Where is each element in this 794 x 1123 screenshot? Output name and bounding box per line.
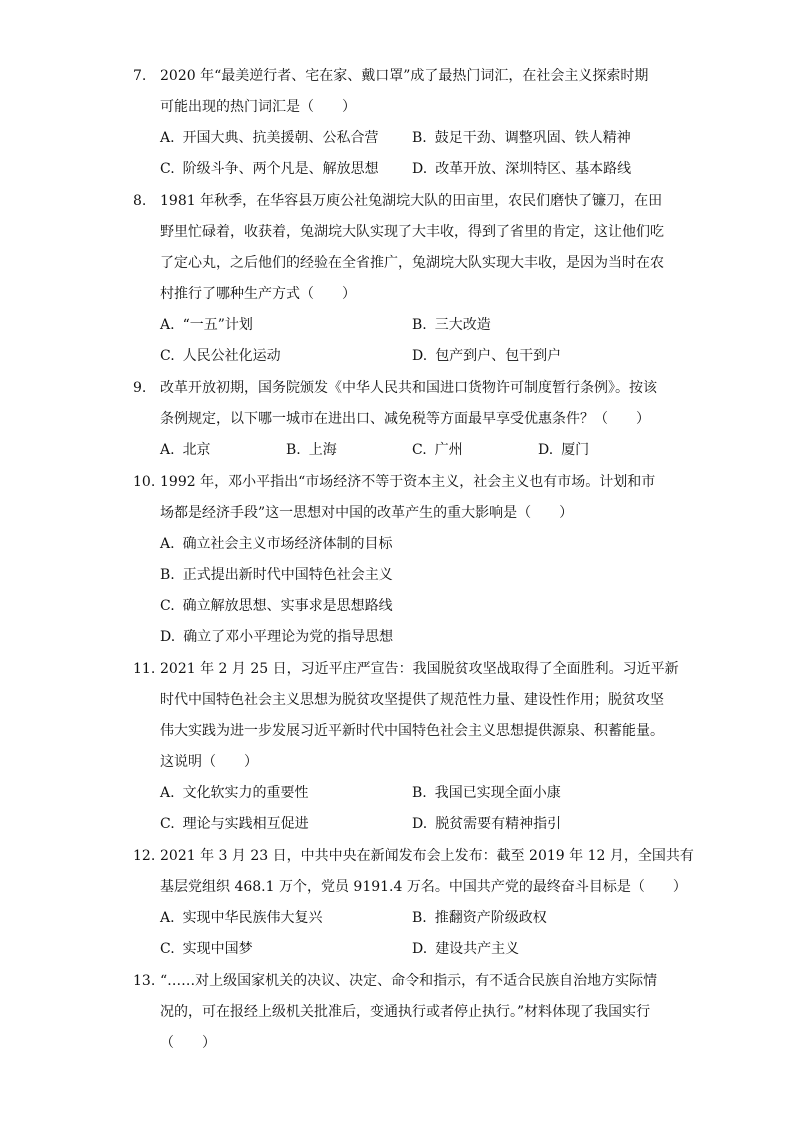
option-a[interactable]: A. “一五”计划 xyxy=(160,317,253,333)
question-text-line: 这说明（ ） xyxy=(160,754,258,770)
question-text-line: 了定心丸，之后他们的经验在全省推广，兔湖垸大队实现大丰收，是因为当时在农 xyxy=(160,255,664,271)
question-number: 13. xyxy=(133,973,156,989)
question-text-line: 2021 年 2 月 25 日，习近平庄严宣告：我国脱贫攻坚战取得了全面胜利。习近平新 xyxy=(160,661,679,677)
question-text-line: 场都是经济手段”这一思想对中国的改革产生的重大影响是（ ） xyxy=(160,505,574,521)
option-b[interactable]: B. 三大改造 xyxy=(412,317,491,333)
question-number: 11. xyxy=(133,661,156,677)
question-number: 9. xyxy=(133,380,147,396)
option-b[interactable]: B. 上海 xyxy=(286,442,337,458)
option-c[interactable]: C. 阶级斗争、两个凡是、解放思想 xyxy=(160,161,379,177)
option-d[interactable]: D. 确立了邓小平理论为党的指导思想 xyxy=(160,629,394,645)
option-b[interactable]: B. 我国已实现全面小康 xyxy=(412,785,561,801)
question-text-line: 时代中国特色社会主义思想为脱贫攻坚提供了规范性力量、建设性作用；脱贫攻坚 xyxy=(160,692,664,708)
option-a[interactable]: A. 北京 xyxy=(160,442,211,458)
option-c[interactable]: C. 广州 xyxy=(412,442,463,458)
question-number: 8. xyxy=(133,193,147,209)
question-text-line: 条例规定，以下哪一城市在进出口、减免税等方面最早享受优惠条件？（ ） xyxy=(160,411,650,427)
option-c[interactable]: C. 确立解放思想、实事求是思想路线 xyxy=(160,598,393,614)
question-text-line: 1981 年秋季，在华容县万庾公社兔湖垸大队的田亩里，农民们磨快了镰刀，在田 xyxy=(160,193,663,209)
option-a[interactable]: A. 实现中华民族伟大复兴 xyxy=(160,910,323,926)
question-text-line: 伟大实践为进一步发展习近平新时代中国特色社会主义思想提供源泉、积蓄能量。 xyxy=(160,723,664,739)
question-text-line: 基层党组织 468.1 万个，党员 9191.4 万名。中国共产党的最终奋斗目标是（ ） xyxy=(160,879,687,895)
option-b[interactable]: B. 正式提出新时代中国特色社会主义 xyxy=(160,567,393,583)
question-text-line: 野里忙碌着，收获着，兔湖垸大队实现了大丰收，得到了省里的肯定，这让他们吃 xyxy=(160,224,664,240)
question-text-line: 村推行了哪种生产方式（ ） xyxy=(160,286,356,302)
option-d[interactable]: D. 脱贫需要有精神指引 xyxy=(412,816,562,832)
question-number: 7. xyxy=(133,68,147,84)
option-a[interactable]: A. 开国大典、抗美援朝、公私合营 xyxy=(160,130,379,146)
option-d[interactable]: D. 厦门 xyxy=(538,442,590,458)
question-text-line: 况的，可在报经上级机关批准后，变通执行或者停止执行。”材料体现了我国实行 xyxy=(160,1004,651,1020)
option-a[interactable]: A. 确立社会主义市场经济体制的目标 xyxy=(160,536,393,552)
option-d[interactable]: D. 改革开放、深圳特区、基本路线 xyxy=(412,161,632,177)
question-text-line: 改革开放初期，国务院颁发《中华人民共和国进口货物许可制度暂行条例》。按该 xyxy=(160,380,657,396)
option-d[interactable]: D. 包产到户、包干到户 xyxy=(412,348,562,364)
question-text-line: 可能出现的热门词汇是（ ） xyxy=(160,99,356,115)
option-c[interactable]: C. 理论与实践相互促进 xyxy=(160,816,309,832)
question-text-line: 1992 年，邓小平指出“市场经济不等于资本主义，社会主义也有市场。计划和市 xyxy=(160,474,656,490)
question-number: 12. xyxy=(133,848,156,864)
option-c[interactable]: C. 实现中国梦 xyxy=(160,941,253,957)
question-number: 10. xyxy=(133,474,156,490)
option-a[interactable]: A. 文化软实力的重要性 xyxy=(160,785,309,801)
option-b[interactable]: B. 推翻资产阶级政权 xyxy=(412,910,547,926)
question-text-line: （ ） xyxy=(160,1035,216,1051)
question-text-line: 2020 年“最美逆行者、宅在家、戴口罩”成了最热门词汇，在社会主义探索时期 xyxy=(160,68,649,84)
option-c[interactable]: C. 人民公社化运动 xyxy=(160,348,281,364)
question-text-line: “……对上级国家机关的决议、决定、命令和指示，有不适合民族自治地方实际情 xyxy=(160,973,658,989)
question-text-line: 2021 年 3 月 23 日，中共中央在新闻发布会上发布：截至 2019 年 12 月，全国共有 xyxy=(160,848,694,864)
option-b[interactable]: B. 鼓足干劲、调整巩固、铁人精神 xyxy=(412,130,631,146)
option-d[interactable]: D. 建设共产主义 xyxy=(412,941,520,957)
